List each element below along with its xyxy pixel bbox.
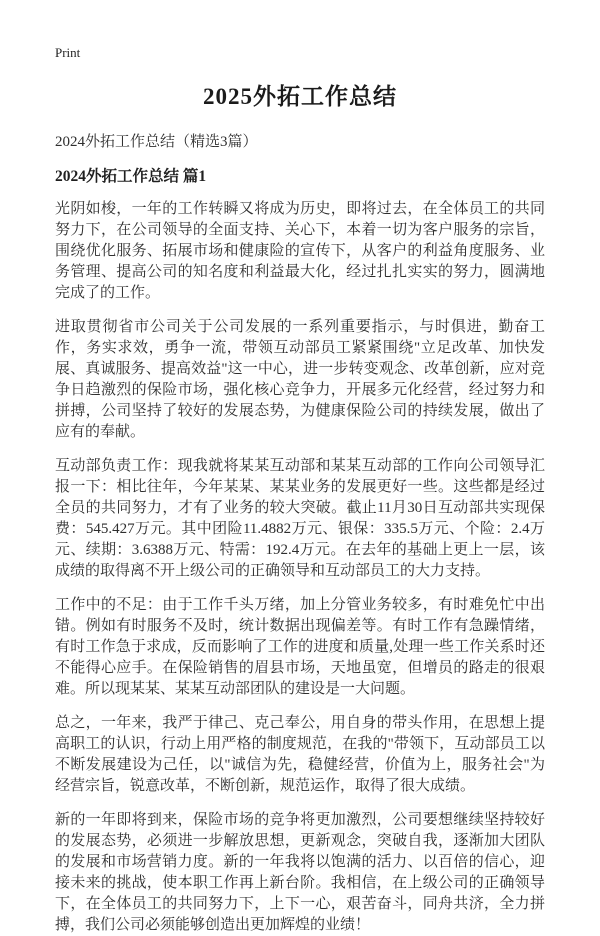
paragraph-2: 进取贯彻省市公司关于公司发展的一系列重要指示，与时俱进，勤奋工作，务实求效，勇争一流，带领互动部员工紧紧围绕"立足改革、加快发展、真诚服务、提高效益"这一中心，进一步转变观念、改革创新，应对竞争日趋激烈的保险市场，强化核心竞争力，开展多元化经营，经过努力和拼搏，公司坚持了较好的发展态势，为健康保险公司的持续发展，做出了应有的奉献。: [55, 319, 545, 440]
paragraph-4: 工作中的不足：由于工作千头万绪，加上分管业务较多，有时难免忙中出错。例如有时服务不及时，统计数据出现偏差等。有时工作有急躁情绪，有时工作急于求成，反而影响了工作的进度和质量,处理一些工作关系时还不能得心应手。在保险销售的眉县市场，天地虽宽，但增员的路走的很艰难。所以现某某、某某互动部团队的建设是一大问题。: [55, 597, 545, 697]
collection-subtitle: 2024外拓工作总结（精选3篇）: [55, 134, 258, 150]
print-link[interactable]: Print: [55, 45, 81, 60]
page-title: 2025外拓工作总结: [203, 84, 397, 109]
paragraph-6: 新的一年即将到来，保险市场的竞争将更加激烈，公司要想继续坚持较好的发展态势，必须进一步解放思想，更新观念，突破自我，逐渐加大团队的发展和市场营销力度。新的一年我将以饱满的活力、以百倍的信心，迎接未来的挑战，使本职工作再上新台阶。我相信，在上级公司的正确领导下，在全体员工的共同努力下，上下一心，艰苦奋斗，同舟共济，全力拼搏，我们公司必须能够创造出更加辉煌的业绩！: [55, 812, 545, 933]
article-body: [55, 199, 545, 936]
paragraph-3: 互动部负责工作：现我就将某某互动部和某某互动部的工作向公司领导汇报一下：相比往年，今年某某、某某业务的发展更好一些。这些都是经过全员的共同努力，才有了业务的较大突破。截止11月30日互动部共实现保费：545.427万元。其中团险11.4882万元、银保：335.5万元、个险：2.4万元、续期：3.6388万元、特需：192.4万元。在去年的基础上更上一层，该成绩的取得离不开上级公司的正确领导和互动部员工的大力支持。: [55, 458, 545, 579]
section-heading: 2024外拓工作总结 篇1: [55, 168, 207, 185]
paragraph-5: 总之，一年来，我严于律己、克己奉公，用自身的带头作用，在思想上提高职工的认识，行动上用严格的制度规范，在我的"带领下，互动部员工以不断发展建设为己任，以"诚信为先，稳健经营，价值为上，服务社会"为经营宗旨，锐意改革，不断创新，规范运作，取得了很大成绩。: [55, 715, 545, 794]
paragraph-1: 光阴如梭，一年的工作转瞬又将成为历史，即将过去，在全体员工的共同努力下，在公司领导的全面支持、关心下，本着一切为客户服务的宗旨，围绕优化服务、拓展市场和健康险的宣传下，从客户的利益角度服务、业务管理、提高公司的知名度和利益最大化，经过扎扎实实的努力，圆满地完成了的工作。: [55, 201, 545, 301]
